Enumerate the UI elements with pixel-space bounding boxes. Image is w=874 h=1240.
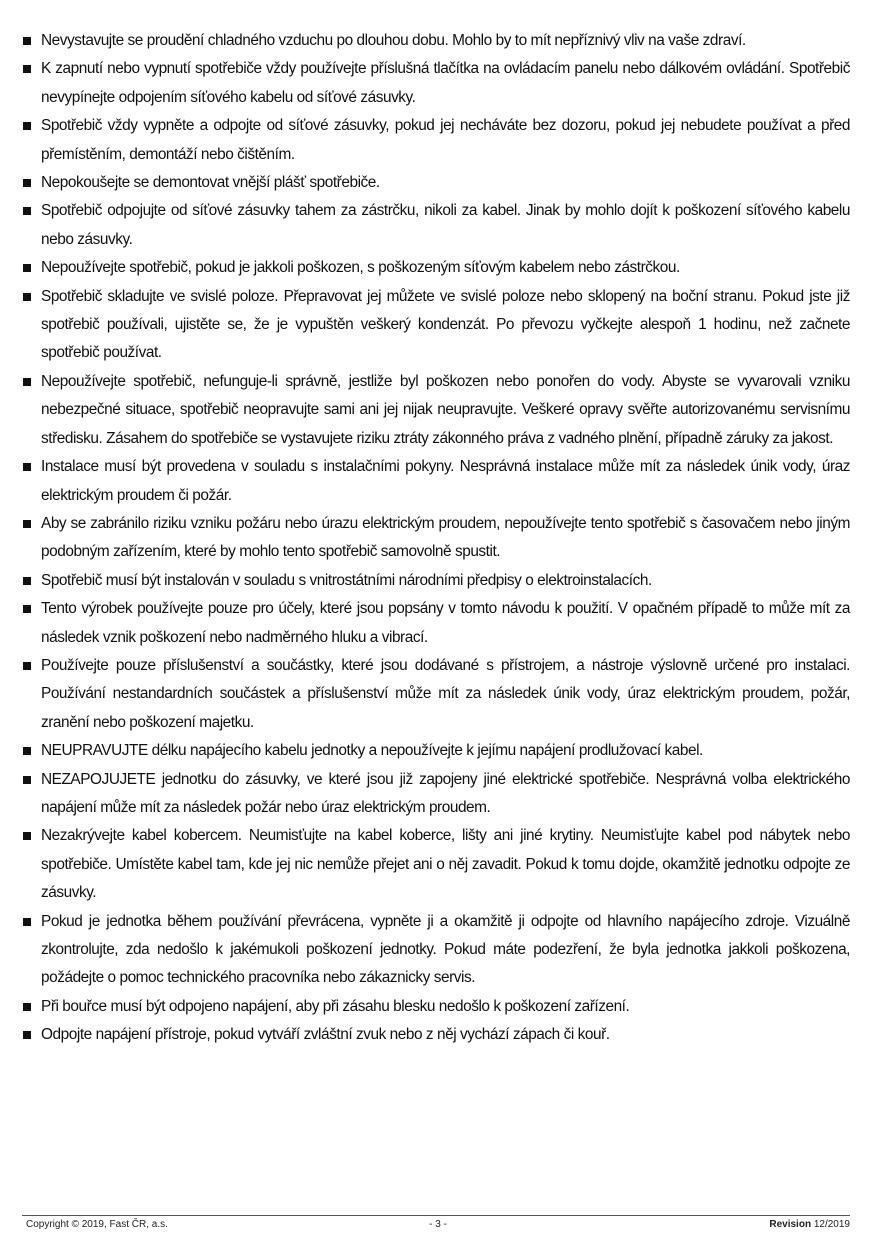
square-bullet-icon	[23, 747, 31, 755]
list-item	[22, 453, 850, 510]
square-bullet-icon	[23, 1003, 31, 1011]
square-bullet-icon	[23, 179, 31, 187]
list-item	[22, 27, 850, 55]
list-item	[22, 112, 850, 169]
square-bullet-icon	[23, 1031, 31, 1039]
list-item-text: Nevystavujte se proudění chladného vzduchu po dlouhou dobu. Mohlo by to mít nepříznivý vliv na vaše zdraví.	[41, 32, 746, 49]
list-item	[22, 197, 850, 254]
list-item	[22, 993, 850, 1021]
list-item-text: Spotřebič odpojujte od síťové zásuvky tahem za zástrčku, nikoli za kabel. Jinak by mohlo dojít k poškození síťového kabelu nebo zásuvky.	[41, 202, 850, 248]
square-bullet-icon	[23, 207, 31, 215]
list-item	[22, 822, 850, 907]
page-footer	[26, 1219, 850, 1235]
square-bullet-icon	[23, 577, 31, 585]
copyright-text: Copyright © 2019, Fast ČR, a.s.	[26, 1219, 168, 1230]
list-item-text: Nepoužívejte spotřebič, pokud je jakkoli poškozen, s poškozeným síťovým kabelem nebo zástrčkou.	[41, 259, 680, 277]
revision-label: Revision	[769, 1219, 812, 1230]
list-item	[22, 737, 850, 765]
list-item-text: Při bouřce musí být odpojeno napájení, aby při zásahu blesku nedošlo k poškození zařízení.	[41, 997, 630, 1015]
list-item-text: Instalace musí být provedena v souladu s instalačními pokyny. Nesprávná instalace může mít za následek únik vody, úraz elektrickým proudem či požár.	[41, 458, 850, 504]
list-item	[22, 169, 850, 197]
list-item	[22, 595, 850, 652]
square-bullet-icon	[23, 832, 31, 840]
square-bullet-icon	[23, 662, 31, 670]
square-bullet-icon	[23, 605, 31, 613]
list-item-text: Nepokoušejte se demontovat vnější plášť spotřebiče.	[41, 174, 380, 192]
list-item	[22, 55, 850, 112]
list-item-text: Spotřebič vždy vypněte a odpojte od síťové zásuvky, pokud jej necháváte bez dozoru, pokud jej nebudete používat a před přemístěním, demontáží nebo čištěním.	[41, 117, 850, 163]
list-item	[22, 908, 850, 993]
list-item-text: NEZAPOJUJETE jednotku do zásuvky, ve které jsou již zapojeny jiné elektrické spotřebiče. Nesprávná volba elektrického napájení může mít za následek požár nebo úraz elektrickým proudem.	[41, 770, 850, 816]
square-bullet-icon	[23, 918, 31, 926]
footer-divider	[22, 1215, 850, 1216]
revision-date: 12/2019	[813, 1219, 850, 1230]
list-item	[22, 567, 850, 595]
safety-instructions-list	[22, 27, 850, 1050]
list-item-text: Tento výrobek používejte pouze pro účely, které jsou popsány v tomto návodu k použití. V opačném případě to může mít za následek vznik poškození nebo nadměrného hluku a vibrací.	[41, 600, 850, 646]
list-item	[22, 652, 850, 737]
list-item	[22, 766, 850, 823]
square-bullet-icon	[23, 122, 31, 130]
square-bullet-icon	[23, 65, 31, 73]
list-item-text: NEUPRAVUJTE délku napájecího kabelu jednotky a nepoužívejte k jejímu napájení prodlužovací kabel.	[41, 742, 703, 760]
list-item-text: Používejte pouze příslušenství a součástky, které jsou dodávané s přístrojem, a nástroje výslovně určené pro instalaci. Používání nestandardních součástek a příslušenství může mít za následek únik vody, úraz elektrickým proudem, požár, zranění nebo poškození majetku.	[41, 656, 850, 731]
square-bullet-icon	[23, 463, 31, 471]
list-item-text: K zapnutí nebo vypnutí spotřebiče vždy používejte příslušná tlačítka na ovládacím panelu nebo dálkovém ovládání. Spotřebič nevypínejte odpojením síťového kabelu od síťové zásuvky.	[41, 60, 850, 106]
list-item-text: Odpojte napájení přístroje, pokud vytváří zvláštní zvuk nebo z něj vychází zápach či kouř.	[41, 1026, 610, 1044]
list-item	[22, 254, 850, 282]
page-number: - 3 -	[429, 1219, 447, 1230]
square-bullet-icon	[23, 293, 31, 301]
list-item-text: Spotřebič musí být instalován v souladu s vnitrostátními národními předpisy o elektroinstalacích.	[41, 571, 652, 589]
list-item-text: Nepoužívejte spotřebič, nefunguje-li správně, jestliže byl poškozen nebo ponořen do vody. Abyste se vyvarovali vzniku nebezpečné situace, spotřebič neopravujte sami ani jej nijak neupravujte. Veškeré opravy svěřte autorizovanému servisnímu středisku. Zásahem do spotřebiče se vystavujete riziku ztráty zákonného práva z vadného plnění, případně záruky za jakost.	[41, 372, 850, 447]
list-item-text: Spotřebič skladujte ve svislé poloze. Přepravovat jej můžete ve svislé poloze nebo sklopený na boční stranu. Pokud jste již spotřebič používali, ujistěte se, že je vypuštěn veškerý kondenzát. Po převozu vyčkejte alespoň 1 hodinu, než začnete spotřebič používat.	[41, 287, 850, 362]
list-item	[22, 283, 850, 368]
list-item-text: Pokud je jednotka během používání převrácena, vypněte ji a okamžitě ji odpojte od hlavního napájecího zdroje. Vizuálně zkontrolujte, zda nedošlo k jakémukoli poškození jednotky. Pokud máte podezření, že byla jednotka jakkoli poškozena, požádejte o pomoc technického pracovníka nebo zákaznicky servis.	[41, 912, 850, 987]
square-bullet-icon	[23, 378, 31, 386]
list-item	[22, 368, 850, 453]
square-bullet-icon	[23, 520, 31, 528]
list-item	[22, 1021, 850, 1049]
square-bullet-icon	[23, 37, 31, 45]
square-bullet-icon	[23, 776, 31, 784]
list-item-text: Aby se zabránilo riziku vzniku požáru nebo úrazu elektrickým proudem, nepoužívejte tento spotřebič s časovačem nebo jiným podobným zařízením, které by mohlo tento spotřebič samovolně spustit.	[41, 514, 850, 561]
list-item	[22, 510, 850, 567]
list-item-text: Nezakrývejte kabel kobercem. Neumisťujte na kabel koberce, lišty ani jiné krytiny. Neumisťujte kabel pod nábytek nebo spotřebiče. Umístěte kabel tam, kde jej nic nemůže přejet ani o něj zavadit. Pokud k tomu dojde, okamžitě jednotku odpojte ze zásuvky.	[41, 827, 850, 902]
revision-info	[769, 1219, 850, 1230]
document-body	[22, 27, 850, 1050]
square-bullet-icon	[23, 264, 31, 272]
